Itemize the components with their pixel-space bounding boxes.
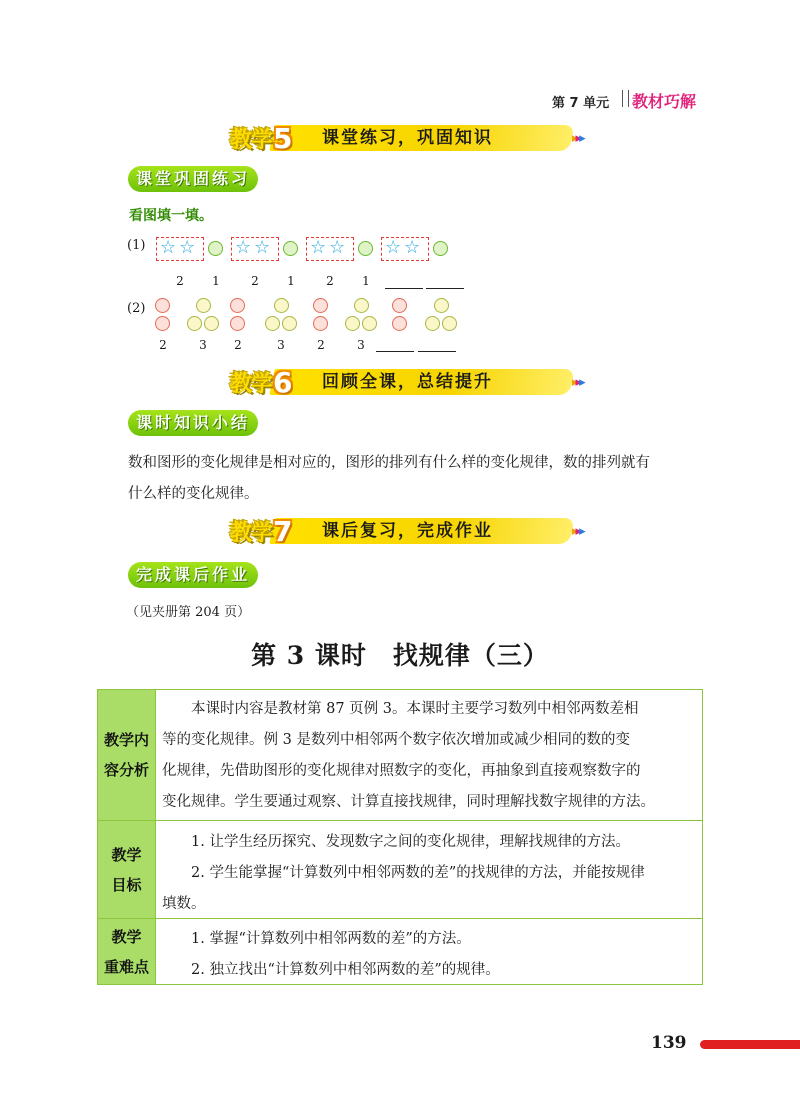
arrows-icon: ▸▸▸ — [572, 375, 583, 390]
row2-number: 2 — [317, 338, 325, 352]
red-circle — [313, 316, 328, 331]
red-circle — [155, 298, 170, 313]
yellow-circle — [434, 298, 449, 313]
step-7-banner — [230, 514, 600, 548]
summary-line: 什么样的变化规律。 — [128, 486, 259, 502]
red-circle — [230, 316, 245, 331]
lesson-title: 第 3 课时 找规律（三） — [251, 641, 549, 670]
yellow-circle — [187, 316, 202, 331]
page-decoration-bar — [700, 1040, 800, 1049]
header-divider — [622, 90, 629, 107]
yellow-circle — [265, 316, 280, 331]
arrows-icon: ▸▸▸ — [572, 131, 583, 146]
row1-number: 2 — [176, 274, 184, 288]
yellow-circle — [282, 316, 297, 331]
table-divider — [98, 918, 702, 919]
star-icon: ☆ — [235, 237, 252, 258]
row-header-objectives: 教学 目标 — [98, 821, 156, 918]
green-circle — [433, 241, 448, 256]
step-5-banner — [230, 121, 600, 155]
objectives-text: 1. 让学生经历探究、发现数字之间的变化规律，理解找规律的方法。 2. 学生能掌握“计算数列中相邻两数的差”的找规律的方法，并能按规律 填数。 — [162, 834, 645, 912]
table-divider — [98, 820, 702, 821]
arrows-icon: ▸▸▸ — [572, 524, 583, 539]
summary-paragraph — [128, 448, 708, 510]
row2-number: 3 — [199, 338, 207, 352]
green-circle — [358, 241, 373, 256]
step-tag: 教学 5 — [230, 121, 292, 155]
red-circle — [392, 298, 407, 313]
row1-number: 2 — [326, 274, 334, 288]
star-icon: ☆ — [254, 237, 271, 258]
row2-number: 2 — [234, 338, 242, 352]
homework-label: 完成课后作业 — [128, 562, 258, 588]
summary-line: 数和图形的变化规律是相对应的，图形的排列有什么样的变化规律，数的排列就有 — [128, 455, 650, 471]
yellow-circle — [354, 298, 369, 313]
row2-number: 3 — [277, 338, 285, 352]
yellow-circle — [425, 316, 440, 331]
star-icon: ☆ — [160, 237, 177, 258]
red-circle — [313, 298, 328, 313]
yellow-circle — [274, 298, 289, 313]
answer-blank[interactable] — [376, 351, 414, 352]
step-tag: 教学 7 — [230, 514, 292, 548]
answer-blank[interactable] — [418, 351, 456, 352]
yellow-circle — [345, 316, 360, 331]
key-points-text: 1. 掌握“计算数列中相邻两数的差”的方法。 2. 独立找出“计算数列中相邻两数的差”的规律。 — [191, 931, 500, 978]
star-icon: ☆ — [310, 237, 327, 258]
exercise-instruction: 看图填一填。 — [129, 208, 213, 224]
red-circle — [155, 316, 170, 331]
unit-label: 第 7 单元 — [552, 96, 610, 111]
yellow-circle — [362, 316, 377, 331]
yellow-circle — [196, 298, 211, 313]
star-icon: ☆ — [385, 237, 402, 258]
red-circle — [230, 298, 245, 313]
green-circle — [283, 241, 298, 256]
answer-blank[interactable] — [385, 288, 423, 289]
page-number: 139 — [651, 1033, 687, 1053]
section-title: 教材巧解 — [632, 92, 697, 111]
row1-label: (1) — [127, 238, 146, 253]
star-icon: ☆ — [404, 237, 421, 258]
row2-number: 2 — [159, 338, 167, 352]
answer-blank[interactable] — [426, 288, 464, 289]
lesson-info-table — [97, 689, 703, 985]
star-icon: ☆ — [329, 237, 346, 258]
row-header-content-analysis: 教学内 容分析 — [98, 690, 156, 820]
row1-number: 1 — [287, 274, 295, 288]
red-circle — [392, 316, 407, 331]
summary-label: 课时知识小结 — [128, 410, 258, 436]
row1-number: 1 — [212, 274, 220, 288]
star-icon: ☆ — [179, 237, 196, 258]
yellow-circle — [442, 316, 457, 331]
row2-number: 3 — [357, 338, 365, 352]
step-title: 课堂练习，巩固知识 — [322, 128, 493, 148]
row-header-key-points: 教学 重难点 — [98, 919, 156, 984]
content-analysis-text: 本课时内容是教材第 87 页例 3。本课时主要学习数列中相邻两数差相 等的变化规律。例 3 是数列中相邻两个数字依次增加或减少相同的数的变 化规律，先借助图形的变化规律对照数字的变化，再抽象到直接观察数字的 变化规律。学生要通过观察、计算直接找规律，同时理解找数字规律的方法。 — [162, 701, 655, 810]
step-6-banner — [230, 365, 600, 399]
practice-label: 课堂巩固练习 — [128, 166, 258, 192]
step-tag: 教学 6 — [230, 365, 292, 399]
green-circle — [208, 241, 223, 256]
homework-reference: （见夹册第 204 页） — [126, 605, 251, 620]
yellow-circle — [204, 316, 219, 331]
row2-label: (2) — [127, 301, 146, 316]
row1-number: 1 — [362, 274, 370, 288]
step-title: 课后复习，完成作业 — [322, 521, 493, 541]
step-title: 回顾全课，总结提升 — [322, 372, 493, 392]
row1-number: 2 — [251, 274, 259, 288]
